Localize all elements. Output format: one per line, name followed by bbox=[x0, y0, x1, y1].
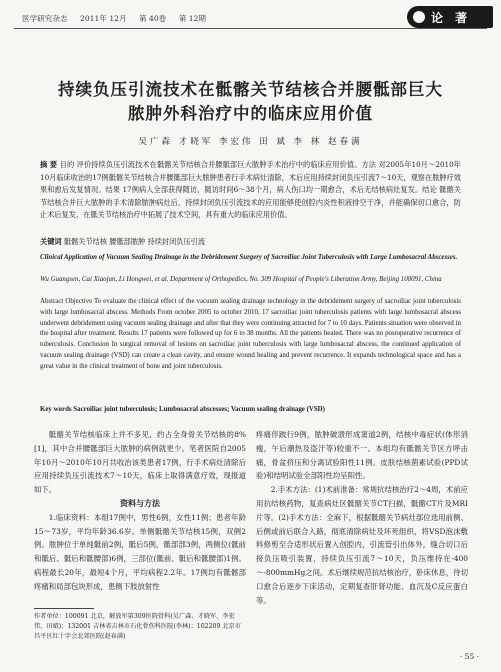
keywords-text: 骶髂关节结核 腰骶部脓肿 持续封闭负压引流 bbox=[63, 237, 206, 246]
intro-paragraph: 骶髂关节结核临床上并不多见，约占全身骨关节结核的8%[1]，其中合并腰骶部巨大脓肿的病例就更少。笔者医院自2005年10月～2010年10月共收治该类患者17例，行手术病灶清除后应用持续负压引流技术7～10天，临床上取得满意疗效，现报道如下。 bbox=[34, 430, 246, 495]
author-list: 吴广森 才晓军 李宏伟 田 斌 李 林 赵春满 bbox=[138, 137, 363, 147]
circle-icon bbox=[413, 11, 425, 23]
abstract-text: 目的 评价持续负压引流技术在骶髂关节结核合并腰骶部巨大脓肿手术治疗中的临床应用价值。方法 对2005年10月～2010年10月临床收治的17例骶髂关节结核合并腰骶部巨大脓肿患者行手术病灶清除，术后应用持续封闭负压引流7～10天，观察在脓肿疗效果和愈后发复情况。结果 17例病人全部获得随访，随访时间6～38个月，病人伤口均一期愈合，术后无结核病灶复发。结论 骶髂关节结核合并巨大脓肿的手术清除脓肿病灶后，持续封闭负压引流技术的应用能够使创腔内炎性积液排空干净，并能确保切口愈合，防止术后复发，在骶关节结核治疗中拓展了技术空间，具有重大的临床应用价值。 bbox=[40, 160, 461, 219]
page-number: · 55 · bbox=[459, 652, 479, 661]
body-right-column bbox=[256, 428, 468, 607]
english-abstract: Abstract Objective To evaluate the clinical effect of the vacuum sealing drainage technology in the debridement surgery of sacroiliac joint tuberculosis with large lumbosacral abscess. Methods From october 2005 to october 2010, 17 sacroiliac joint tuberculosis patients with large lumbosacral abscess underwent debridement using vacuum sealing drainage and after that they were continuing attracted for 7 to 10 days. Patients situation were observed in the hospital after treatment. Results 17 patients were followed up for 6 to 38 months. All the patients healed. There was no postoperative recurrence of tuberculosis. Conclusion In surgical removal of lesions on sacroiliac joint tuberculosis with large lumbosacral abscess, the continued application of vacuum sealing drainage (VSD) can create a clean cavity, and ensure wound healing and prevent recurrence. It expands technological space and has a great value in the clinical treatment of bone and joint tuberculosis. bbox=[40, 298, 461, 370]
issue-date: 2011年 12月 bbox=[79, 14, 127, 23]
surgery-method-paragraph: 2.手术方法：(1)术前准备：常规抗结核治疗2～4周，术前应用抗结核药物，复查病灶区骶髂关节CT扫描，骶髂CT片及MRI片等。(2)手术方法：全麻下，根据骶髂关节病灶部位选用前侧、后侧或前后联合入路，彻底清除病灶及坏死组织，将VSD泡沫敷料修剪至合适形状后置入创腔内，引流管引出体外，缝合切口后接负压吸引装置，持续负压引流7～10天，负压维持在-400～-800mmHg之间。术后继续规范抗结核治疗，卧床休息，待切口愈合后逐步下床活动，定期复查肝肾功能、血沉及C反应蛋白等。 bbox=[256, 485, 468, 605]
volume: 第 40卷 bbox=[139, 14, 167, 23]
issue-number: 第 12期 bbox=[178, 14, 206, 23]
article-title-line2: 脓肿外科治疗中的临床应用价值 bbox=[128, 104, 373, 123]
clinical-data-paragraph: 1.临床资料：本组17例中，男性6例，女性11例；患者年龄15～73岁，平均年龄36.6岁。单侧骶髂关节结核15例，双侧2例。脓肿位于单纯骶前2例，骶后5例，骶部部3例，两侧位(骶前和骶后、骶后和骶腰部)6例，三部位(骶前、骶后和骶腰部)1例。病程最长20年，最短4个月，平均病程2.2年。17例均有骶髂部疼痛和局部包块形成，患侧下肢放射性 bbox=[34, 512, 246, 591]
continued-paragraph: 疼痛伴跛行9例，脓肿破溃形成窦道2例，结核中毒症状(体形消瘦，午后潮热及盗汗等)较重不一。本组均有骶髂关节区方呼击痛，骨盆挤压和分离试验阳性11例。皮肤结核菌素试验(PPD试验)和结明试验全部阳性均呈阳性。 bbox=[256, 430, 468, 481]
footnote-rule bbox=[34, 608, 94, 609]
keywords-cn bbox=[40, 236, 461, 249]
section-heading: 资料与方法 bbox=[120, 497, 160, 508]
section-badge bbox=[407, 6, 493, 28]
header-rule bbox=[14, 28, 487, 29]
abstract-label: 摘 要 bbox=[40, 160, 58, 169]
abstract-cn bbox=[40, 159, 461, 222]
article-title-line1: 持续负压引流技术在骶髂关节结核合并腰骶部巨大 bbox=[58, 80, 443, 99]
keywords-label: 关键词 bbox=[40, 237, 62, 246]
english-title: Clinical Application of Vacuum Sealing Drainage in the Debridement Surgery of Sacroiliac Joint Tuberculosis with Large Lumbosacral Abscesses. bbox=[40, 254, 458, 261]
journal-name: 医学研究杂志 bbox=[22, 14, 68, 23]
author-affiliation-footnote: 作者单位：100091 北京，解放军第309医院骨科(吴广森、才晓军、李宏伟、田斌)；132001 吉林省吉林市石化骨伤科医院(李林)；102209 北京市昌平区红十字会北郊医院(赵春满) bbox=[34, 613, 241, 640]
english-keywords: Key words Sacroiliac joint tuberculosis; Lumbosacral abscesses; Vacuum sealing drainage (VSD) bbox=[40, 406, 325, 413]
section-label: 论 著 bbox=[431, 11, 472, 25]
english-authors: Wu Guangsen, Cai Xiaojun, Li Hongwei, et al. Department of Orthopedics, No. 309 Hospital of People's Liberation Army, Beijing 100091, China bbox=[40, 276, 442, 283]
body-left-column bbox=[34, 428, 246, 594]
running-header bbox=[22, 13, 216, 24]
